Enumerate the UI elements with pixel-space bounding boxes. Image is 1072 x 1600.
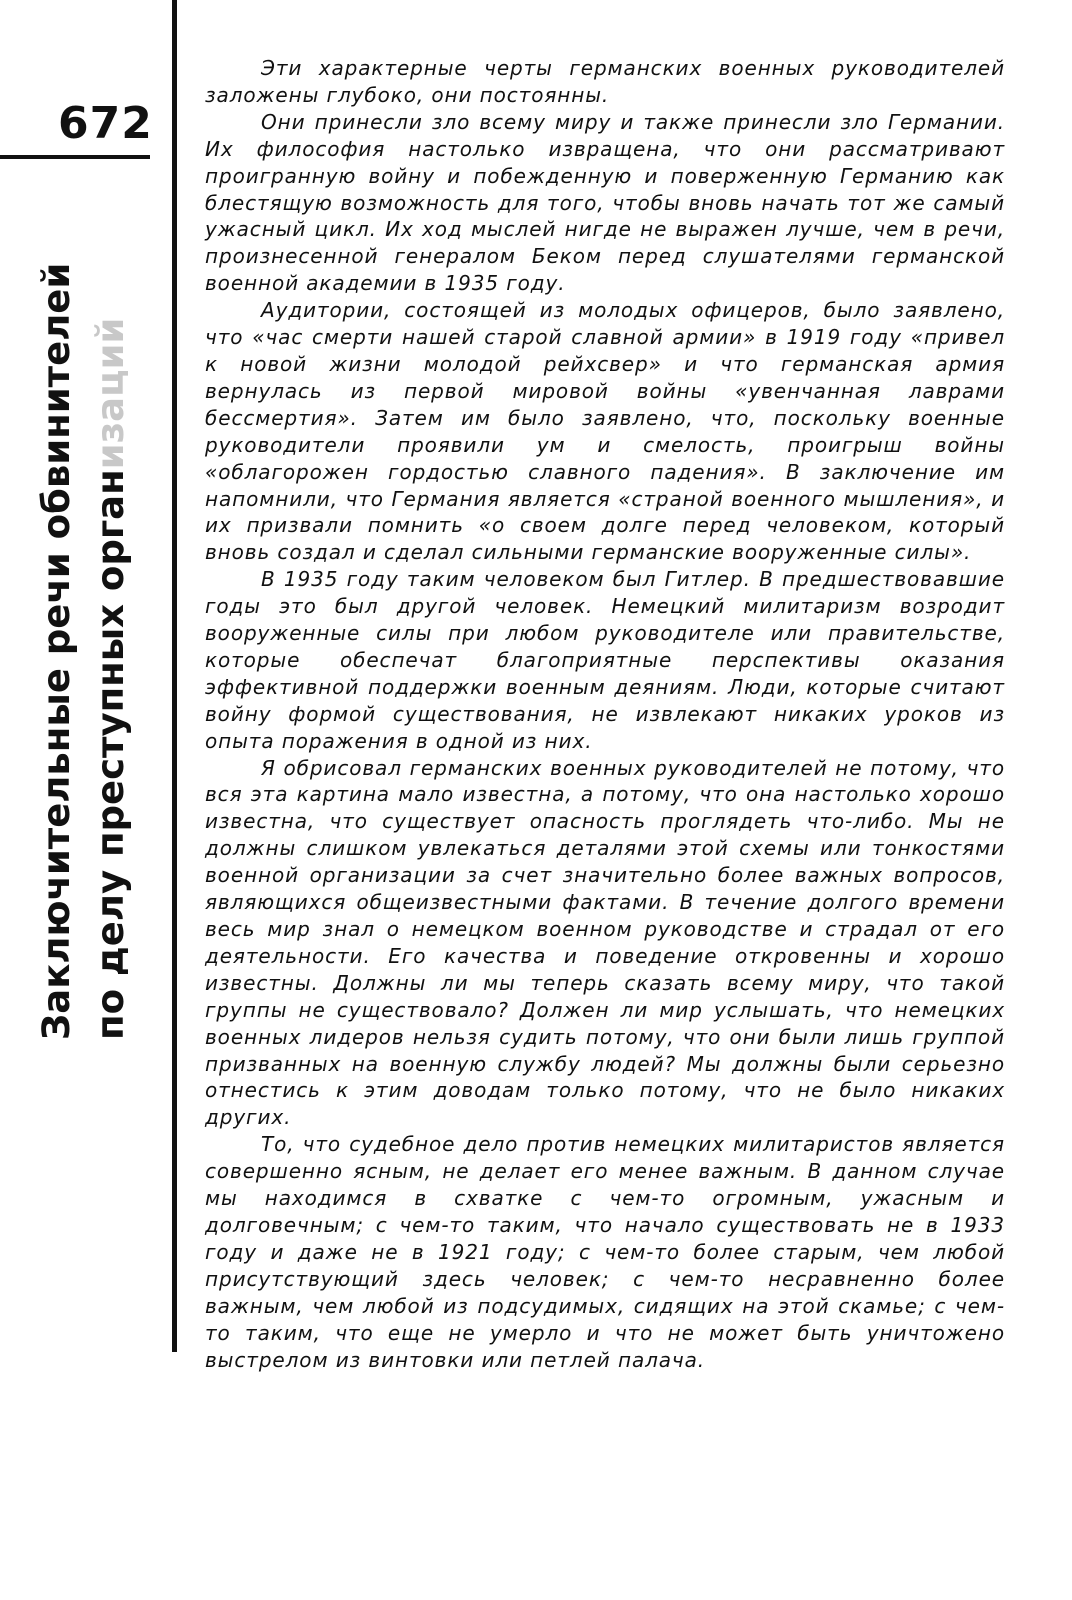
- page-number-rule: [0, 155, 150, 159]
- margin-vertical-rule: [172, 0, 177, 1352]
- paragraph: Они принесли зло всему миру и также принесли зло Германии. Их философия настолько извращена, что они рассматривают проигранную войну и побежденную и поверженную Германию как блестящую возможность для того, чтобы вновь начать тот же самый ужасный цикл. Их ход мыслей нигде не выражен лучше, чем в речи, произнесенной генералом Беком перед слушателями германской военной академии в 1935 году.: [205, 109, 1005, 296]
- body-text: [205, 55, 1005, 1373]
- running-title-line-2: [84, 180, 138, 1040]
- running-title: [30, 180, 138, 1040]
- paragraph: Я обрисовал германских военных руководителей не потому, что вся эта картина мало известна, а потому, что она настолько хорошо известна, что существует опасность проглядеть что-либо. Мы не должны слишком увлекаться деталями этой схемы или тонкостями военной организации за счет значительно более важных вопросов, являющихся общеизвестными фактами. В течение долгого времени весь мир знал о немецком военном руководстве и страдал от его деятельности. Его качества и поведение откровенны и хорошо известны. Должны ли мы теперь сказать всему миру, что такой группы не существовало? Должен ли мир услышать, что немецких военных лидеров нельзя судить потому, что они были лишь группой призванных на военную службу людей? Мы должны были серьезно отнестись к этим доводам только потому, что не было никаких других.: [205, 755, 1005, 1130]
- paragraph: Аудитории, состоящей из молодых офицеров, было заявлено, что «час смерти нашей старой славной армии» в 1919 году «привел к новой жизни молодой рейхсвер» и что германская армия вернулась из первой мировой войны «увенчанная лаврами бессмертия». Затем им было заявлено, что, поскольку военные руководители проявили ум и смелость, проигрыш войны «облагорожен гордостью славного падения». В заключение им напомнили, что Германия является «страной военного мышления», и их призвали помнить «о своем долге перед человеком, который вновь создал и сделал сильными германские вооруженные силы».: [205, 298, 1005, 565]
- running-title-line-2-faded: изаций: [89, 317, 132, 470]
- running-title-line-2-main: по делу преступных орган: [89, 469, 132, 1040]
- running-title-line-1: Заключительные речи обвинителей: [35, 262, 78, 1040]
- paragraph: То, что судебное дело против немецких милитаристов является совершенно ясным, не делает его менее важным. В данном случае мы находимся в схватке с чем-то огромным, ужасным и долговечным; с чем-то таким, что начало существовать не в 1933 году и даже не в 1921 году; с чем-то более старым, чем любой присутствующий здесь человек; с чем-то несравненно более важным, чем любой из подсудимых, сидящих на этой скамье; с чем-то таким, что еще не умерло и что не может быть уничтожено выстрелом из винтовки или петлей палача.: [205, 1132, 1005, 1372]
- paragraph: В 1935 году таким человеком был Гитлер. В предшествовавшие годы это был другой человек. Немецкий милитаризм возродит вооруженные силы при любом руководителе или правительстве, которые обеспечат благоприятные перспективы оказания эффективной поддержки военным деяниям. Люди, которые считают войну формой существования, не извлекают никаких уроков из опыта поражения в одной из них.: [205, 567, 1005, 753]
- paragraph: Эти характерные черты германских военных руководителей заложены глубоко, они постоянны.: [205, 56, 1005, 107]
- page-number: 672: [58, 98, 153, 149]
